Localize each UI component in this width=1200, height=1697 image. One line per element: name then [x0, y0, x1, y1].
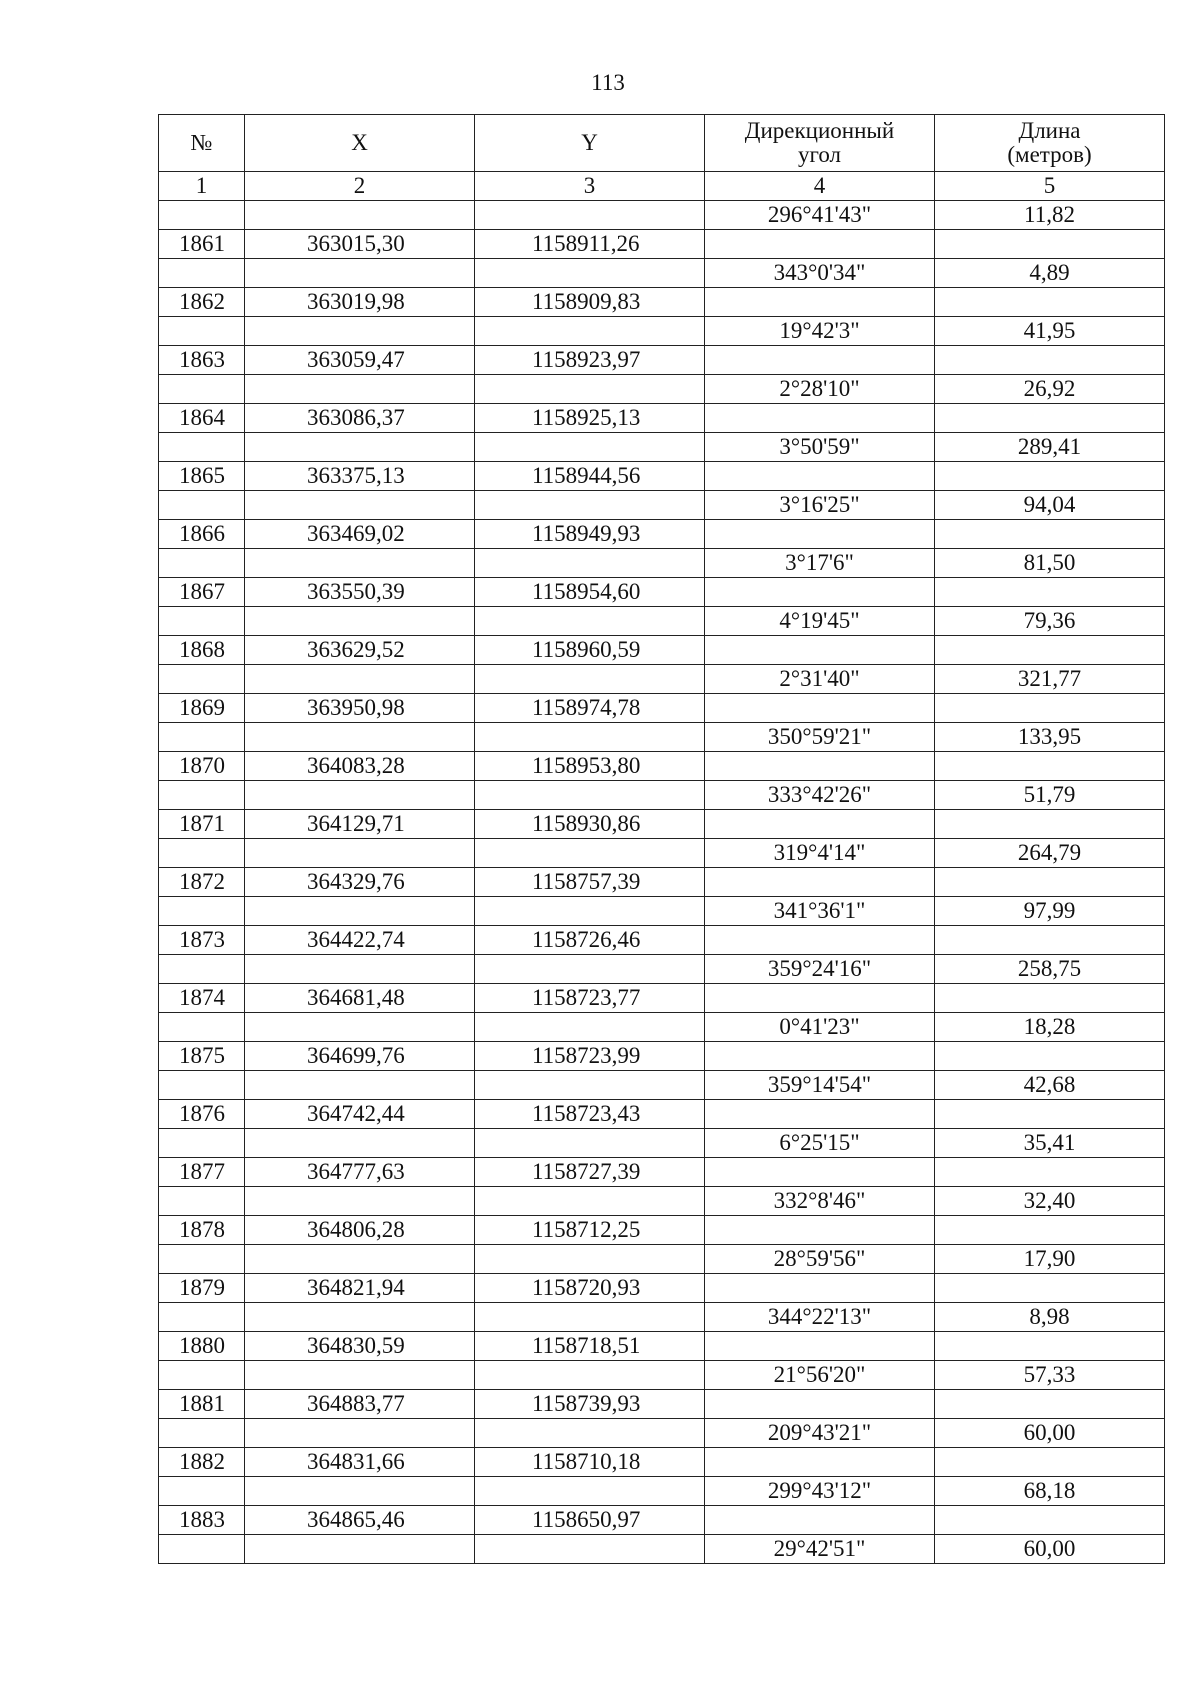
column-number: 4 — [705, 172, 935, 201]
x-coordinate-cell: 364699,76 — [245, 1042, 475, 1071]
y-coordinate-cell — [475, 1419, 705, 1448]
length-cell — [935, 1274, 1165, 1303]
point-number-cell: 1864 — [159, 404, 245, 433]
x-coordinate-cell: 364083,28 — [245, 752, 475, 781]
y-coordinate-cell — [475, 723, 705, 752]
table-row — [159, 1042, 1165, 1071]
length-cell: 133,95 — [935, 723, 1165, 752]
length-cell: 79,36 — [935, 607, 1165, 636]
direction-angle-cell: 4°19'45" — [705, 607, 935, 636]
y-coordinate-cell — [475, 1535, 705, 1564]
direction-angle-cell: 29°42'51" — [705, 1535, 935, 1564]
length-cell: 68,18 — [935, 1477, 1165, 1506]
table-row — [159, 375, 1165, 404]
point-number-cell — [159, 1071, 245, 1100]
y-coordinate-cell — [475, 433, 705, 462]
y-coordinate-cell: 1158757,39 — [475, 868, 705, 897]
y-coordinate-cell: 1158726,46 — [475, 926, 705, 955]
table-row — [159, 1129, 1165, 1158]
x-coordinate-cell — [245, 375, 475, 404]
x-coordinate-cell — [245, 1129, 475, 1158]
point-number-cell — [159, 1013, 245, 1042]
header-x: X — [245, 115, 475, 172]
length-cell: 35,41 — [935, 1129, 1165, 1158]
direction-angle-cell — [705, 288, 935, 317]
length-cell: 11,82 — [935, 201, 1165, 230]
table-row — [159, 1448, 1165, 1477]
point-number-cell — [159, 665, 245, 694]
direction-angle-cell — [705, 578, 935, 607]
y-coordinate-cell — [475, 201, 705, 230]
x-coordinate-cell — [245, 1303, 475, 1332]
table-row — [159, 462, 1165, 491]
direction-angle-cell — [705, 984, 935, 1013]
length-cell: 81,50 — [935, 549, 1165, 578]
point-number-cell: 1868 — [159, 636, 245, 665]
length-cell — [935, 694, 1165, 723]
y-coordinate-cell — [475, 781, 705, 810]
table-row — [159, 520, 1165, 549]
x-coordinate-cell: 364883,77 — [245, 1390, 475, 1419]
y-coordinate-cell — [475, 955, 705, 984]
length-cell: 60,00 — [935, 1419, 1165, 1448]
table-row — [159, 1274, 1165, 1303]
column-number: 2 — [245, 172, 475, 201]
length-cell — [935, 1506, 1165, 1535]
length-cell — [935, 810, 1165, 839]
direction-angle-cell — [705, 694, 935, 723]
y-coordinate-cell: 1158923,97 — [475, 346, 705, 375]
x-coordinate-cell: 364681,48 — [245, 984, 475, 1013]
y-coordinate-cell: 1158723,99 — [475, 1042, 705, 1071]
x-coordinate-cell: 364742,44 — [245, 1100, 475, 1129]
x-coordinate-cell — [245, 1535, 475, 1564]
x-coordinate-cell — [245, 491, 475, 520]
point-number-cell — [159, 259, 245, 288]
direction-angle-cell — [705, 520, 935, 549]
length-cell — [935, 984, 1165, 1013]
table-row — [159, 781, 1165, 810]
direction-angle-cell: 3°16'25" — [705, 491, 935, 520]
direction-angle-cell: 3°17'6" — [705, 549, 935, 578]
direction-angle-cell: 343°0'34" — [705, 259, 935, 288]
y-coordinate-cell — [475, 375, 705, 404]
direction-angle-cell: 299°43'12" — [705, 1477, 935, 1506]
direction-angle-cell: 350°59'21" — [705, 723, 935, 752]
direction-angle-cell: 359°14'54" — [705, 1071, 935, 1100]
table-body — [159, 201, 1165, 1564]
x-coordinate-cell: 364821,94 — [245, 1274, 475, 1303]
length-cell — [935, 1158, 1165, 1187]
point-number-cell: 1865 — [159, 462, 245, 491]
point-number-cell: 1861 — [159, 230, 245, 259]
direction-angle-cell — [705, 1274, 935, 1303]
y-coordinate-cell: 1158718,51 — [475, 1332, 705, 1361]
table-row — [159, 1245, 1165, 1274]
header-length: Длина (метров) — [935, 115, 1165, 172]
length-cell — [935, 520, 1165, 549]
x-coordinate-cell — [245, 1245, 475, 1274]
direction-angle-cell: 333°42'26" — [705, 781, 935, 810]
direction-angle-cell: 19°42'3" — [705, 317, 935, 346]
y-coordinate-cell: 1158720,93 — [475, 1274, 705, 1303]
x-coordinate-cell — [245, 665, 475, 694]
x-coordinate-cell — [245, 1361, 475, 1390]
direction-angle-cell — [705, 346, 935, 375]
point-number-cell: 1870 — [159, 752, 245, 781]
table-row — [159, 1187, 1165, 1216]
x-coordinate-cell: 364865,46 — [245, 1506, 475, 1535]
y-coordinate-cell — [475, 1361, 705, 1390]
length-cell: 26,92 — [935, 375, 1165, 404]
direction-angle-cell — [705, 752, 935, 781]
length-cell: 32,40 — [935, 1187, 1165, 1216]
x-coordinate-cell — [245, 317, 475, 346]
direction-angle-cell — [705, 1100, 935, 1129]
direction-angle-cell — [705, 1506, 935, 1535]
direction-angle-cell — [705, 1158, 935, 1187]
x-coordinate-cell — [245, 723, 475, 752]
point-number-cell — [159, 781, 245, 810]
point-number-cell — [159, 1361, 245, 1390]
direction-angle-cell: 319°4'14" — [705, 839, 935, 868]
length-cell: 289,41 — [935, 433, 1165, 462]
direction-angle-cell — [705, 868, 935, 897]
point-number-cell: 1882 — [159, 1448, 245, 1477]
point-number-cell: 1880 — [159, 1332, 245, 1361]
x-coordinate-cell — [245, 1013, 475, 1042]
length-cell — [935, 1448, 1165, 1477]
point-number-cell — [159, 839, 245, 868]
length-cell: 57,33 — [935, 1361, 1165, 1390]
direction-angle-cell: 209°43'21" — [705, 1419, 935, 1448]
point-number-cell — [159, 433, 245, 462]
column-number: 3 — [475, 172, 705, 201]
x-coordinate-cell — [245, 433, 475, 462]
length-cell: 321,77 — [935, 665, 1165, 694]
length-cell: 94,04 — [935, 491, 1165, 520]
x-coordinate-cell: 363950,98 — [245, 694, 475, 723]
direction-angle-cell — [705, 636, 935, 665]
coordinates-table — [158, 114, 1165, 1564]
point-number-cell — [159, 549, 245, 578]
table-row — [159, 578, 1165, 607]
point-number-cell — [159, 375, 245, 404]
x-coordinate-cell — [245, 1419, 475, 1448]
length-cell — [935, 346, 1165, 375]
length-cell — [935, 1390, 1165, 1419]
point-number-cell — [159, 955, 245, 984]
point-number-cell: 1881 — [159, 1390, 245, 1419]
table-row — [159, 259, 1165, 288]
length-cell — [935, 752, 1165, 781]
point-number-cell: 1866 — [159, 520, 245, 549]
point-number-cell — [159, 1245, 245, 1274]
x-coordinate-cell: 363086,37 — [245, 404, 475, 433]
table-row — [159, 636, 1165, 665]
table-row — [159, 1535, 1165, 1564]
y-coordinate-cell: 1158960,59 — [475, 636, 705, 665]
x-coordinate-cell: 364129,71 — [245, 810, 475, 839]
table-row — [159, 1216, 1165, 1245]
point-number-cell — [159, 1187, 245, 1216]
table-row — [159, 1100, 1165, 1129]
table-row — [159, 897, 1165, 926]
point-number-cell — [159, 201, 245, 230]
direction-angle-cell: 332°8'46" — [705, 1187, 935, 1216]
direction-angle-cell — [705, 1216, 935, 1245]
column-number: 1 — [159, 172, 245, 201]
length-cell — [935, 1332, 1165, 1361]
y-coordinate-cell: 1158974,78 — [475, 694, 705, 723]
point-number-cell: 1878 — [159, 1216, 245, 1245]
x-coordinate-cell — [245, 839, 475, 868]
y-coordinate-cell — [475, 897, 705, 926]
direction-angle-cell: 344°22'13" — [705, 1303, 935, 1332]
length-cell: 18,28 — [935, 1013, 1165, 1042]
direction-angle-cell: 2°31'40" — [705, 665, 935, 694]
table-row — [159, 984, 1165, 1013]
header-y: Y — [475, 115, 705, 172]
table-row — [159, 694, 1165, 723]
y-coordinate-cell: 1158925,13 — [475, 404, 705, 433]
y-coordinate-cell — [475, 317, 705, 346]
direction-angle-cell — [705, 1042, 935, 1071]
table-row — [159, 288, 1165, 317]
table-row — [159, 1361, 1165, 1390]
point-number-cell: 1863 — [159, 346, 245, 375]
length-cell — [935, 1216, 1165, 1245]
point-number-cell — [159, 1129, 245, 1158]
point-number-cell — [159, 1477, 245, 1506]
x-coordinate-cell: 363015,30 — [245, 230, 475, 259]
x-coordinate-cell: 364831,66 — [245, 1448, 475, 1477]
y-coordinate-cell — [475, 1071, 705, 1100]
y-coordinate-cell: 1158727,39 — [475, 1158, 705, 1187]
direction-angle-cell — [705, 1448, 935, 1477]
length-cell: 8,98 — [935, 1303, 1165, 1332]
direction-angle-cell — [705, 1332, 935, 1361]
table-row — [159, 868, 1165, 897]
table-row — [159, 752, 1165, 781]
table-row — [159, 1506, 1165, 1535]
y-coordinate-cell — [475, 1477, 705, 1506]
direction-angle-cell — [705, 926, 935, 955]
x-coordinate-cell — [245, 897, 475, 926]
length-cell — [935, 404, 1165, 433]
point-number-cell: 1862 — [159, 288, 245, 317]
point-number-cell: 1874 — [159, 984, 245, 1013]
x-coordinate-cell: 364830,59 — [245, 1332, 475, 1361]
y-coordinate-cell: 1158930,86 — [475, 810, 705, 839]
point-number-cell: 1869 — [159, 694, 245, 723]
table-row — [159, 1477, 1165, 1506]
y-coordinate-cell: 1158710,18 — [475, 1448, 705, 1477]
x-coordinate-cell — [245, 781, 475, 810]
table-row — [159, 433, 1165, 462]
y-coordinate-cell — [475, 1129, 705, 1158]
direction-angle-cell: 341°36'1" — [705, 897, 935, 926]
point-number-cell — [159, 1419, 245, 1448]
point-number-cell — [159, 897, 245, 926]
y-coordinate-cell: 1158739,93 — [475, 1390, 705, 1419]
length-cell — [935, 868, 1165, 897]
table-row — [159, 1419, 1165, 1448]
direction-angle-cell — [705, 404, 935, 433]
y-coordinate-cell — [475, 839, 705, 868]
y-coordinate-cell: 1158954,60 — [475, 578, 705, 607]
y-coordinate-cell: 1158723,43 — [475, 1100, 705, 1129]
table-row — [159, 317, 1165, 346]
x-coordinate-cell — [245, 955, 475, 984]
table-row — [159, 926, 1165, 955]
point-number-cell: 1873 — [159, 926, 245, 955]
x-coordinate-cell: 363019,98 — [245, 288, 475, 317]
length-cell — [935, 578, 1165, 607]
direction-angle-cell: 6°25'15" — [705, 1129, 935, 1158]
header-number: № — [159, 115, 245, 172]
y-coordinate-cell: 1158953,80 — [475, 752, 705, 781]
direction-angle-cell: 359°24'16" — [705, 955, 935, 984]
y-coordinate-cell — [475, 1187, 705, 1216]
table-row — [159, 665, 1165, 694]
x-coordinate-cell — [245, 607, 475, 636]
table-row — [159, 346, 1165, 375]
page-number: 113 — [591, 70, 625, 95]
length-cell — [935, 1100, 1165, 1129]
x-coordinate-cell: 364422,74 — [245, 926, 475, 955]
length-cell: 41,95 — [935, 317, 1165, 346]
x-coordinate-cell — [245, 201, 475, 230]
y-coordinate-cell: 1158712,25 — [475, 1216, 705, 1245]
y-coordinate-cell: 1158944,56 — [475, 462, 705, 491]
table-row — [159, 607, 1165, 636]
length-cell — [935, 926, 1165, 955]
point-number-cell: 1877 — [159, 1158, 245, 1187]
length-cell: 17,90 — [935, 1245, 1165, 1274]
length-cell — [935, 462, 1165, 491]
direction-angle-cell — [705, 462, 935, 491]
column-number-row — [159, 172, 1165, 201]
x-coordinate-cell: 364806,28 — [245, 1216, 475, 1245]
y-coordinate-cell — [475, 549, 705, 578]
direction-angle-cell: 296°41'43" — [705, 201, 935, 230]
header-direction-angle: Дирекционный угол — [705, 115, 935, 172]
x-coordinate-cell: 363550,39 — [245, 578, 475, 607]
y-coordinate-cell — [475, 1303, 705, 1332]
length-cell — [935, 288, 1165, 317]
y-coordinate-cell — [475, 665, 705, 694]
y-coordinate-cell — [475, 491, 705, 520]
length-cell: 264,79 — [935, 839, 1165, 868]
x-coordinate-cell — [245, 259, 475, 288]
table-row — [159, 1071, 1165, 1100]
y-coordinate-cell: 1158909,83 — [475, 288, 705, 317]
direction-angle-cell: 0°41'23" — [705, 1013, 935, 1042]
table-row — [159, 549, 1165, 578]
x-coordinate-cell: 364329,76 — [245, 868, 475, 897]
x-coordinate-cell: 363629,52 — [245, 636, 475, 665]
x-coordinate-cell: 364777,63 — [245, 1158, 475, 1187]
point-number-cell: 1872 — [159, 868, 245, 897]
y-coordinate-cell: 1158911,26 — [475, 230, 705, 259]
x-coordinate-cell: 363469,02 — [245, 520, 475, 549]
length-cell — [935, 636, 1165, 665]
length-cell: 4,89 — [935, 259, 1165, 288]
length-cell — [935, 1042, 1165, 1071]
table-row — [159, 230, 1165, 259]
table-row — [159, 723, 1165, 752]
point-number-cell: 1871 — [159, 810, 245, 839]
table-row — [159, 1390, 1165, 1419]
point-number-cell: 1867 — [159, 578, 245, 607]
point-number-cell: 1875 — [159, 1042, 245, 1071]
point-number-cell — [159, 607, 245, 636]
y-coordinate-cell — [475, 1013, 705, 1042]
length-cell: 258,75 — [935, 955, 1165, 984]
column-number: 5 — [935, 172, 1165, 201]
y-coordinate-cell — [475, 1245, 705, 1274]
point-number-cell — [159, 1535, 245, 1564]
table-row — [159, 1332, 1165, 1361]
header-row — [159, 115, 1165, 172]
direction-angle-cell: 3°50'59" — [705, 433, 935, 462]
length-cell: 60,00 — [935, 1535, 1165, 1564]
point-number-cell: 1876 — [159, 1100, 245, 1129]
table-row — [159, 1158, 1165, 1187]
length-cell: 42,68 — [935, 1071, 1165, 1100]
x-coordinate-cell — [245, 1187, 475, 1216]
x-coordinate-cell — [245, 1477, 475, 1506]
table-row — [159, 1013, 1165, 1042]
direction-angle-cell: 28°59'56" — [705, 1245, 935, 1274]
y-coordinate-cell: 1158949,93 — [475, 520, 705, 549]
table-row — [159, 491, 1165, 520]
table-row — [159, 404, 1165, 433]
direction-angle-cell — [705, 1390, 935, 1419]
direction-angle-cell: 2°28'10" — [705, 375, 935, 404]
y-coordinate-cell: 1158723,77 — [475, 984, 705, 1013]
y-coordinate-cell — [475, 607, 705, 636]
direction-angle-cell: 21°56'20" — [705, 1361, 935, 1390]
table-row — [159, 810, 1165, 839]
x-coordinate-cell: 363375,13 — [245, 462, 475, 491]
y-coordinate-cell: 1158650,97 — [475, 1506, 705, 1535]
x-coordinate-cell: 363059,47 — [245, 346, 475, 375]
direction-angle-cell — [705, 810, 935, 839]
point-number-cell — [159, 317, 245, 346]
length-cell: 97,99 — [935, 897, 1165, 926]
point-number-cell — [159, 723, 245, 752]
table-row — [159, 1303, 1165, 1332]
length-cell — [935, 230, 1165, 259]
point-number-cell — [159, 491, 245, 520]
table-row — [159, 955, 1165, 984]
x-coordinate-cell — [245, 1071, 475, 1100]
length-cell: 51,79 — [935, 781, 1165, 810]
point-number-cell — [159, 1303, 245, 1332]
direction-angle-cell — [705, 230, 935, 259]
table-row — [159, 839, 1165, 868]
y-coordinate-cell — [475, 259, 705, 288]
x-coordinate-cell — [245, 549, 475, 578]
point-number-cell: 1883 — [159, 1506, 245, 1535]
table-row — [159, 201, 1165, 230]
point-number-cell: 1879 — [159, 1274, 245, 1303]
